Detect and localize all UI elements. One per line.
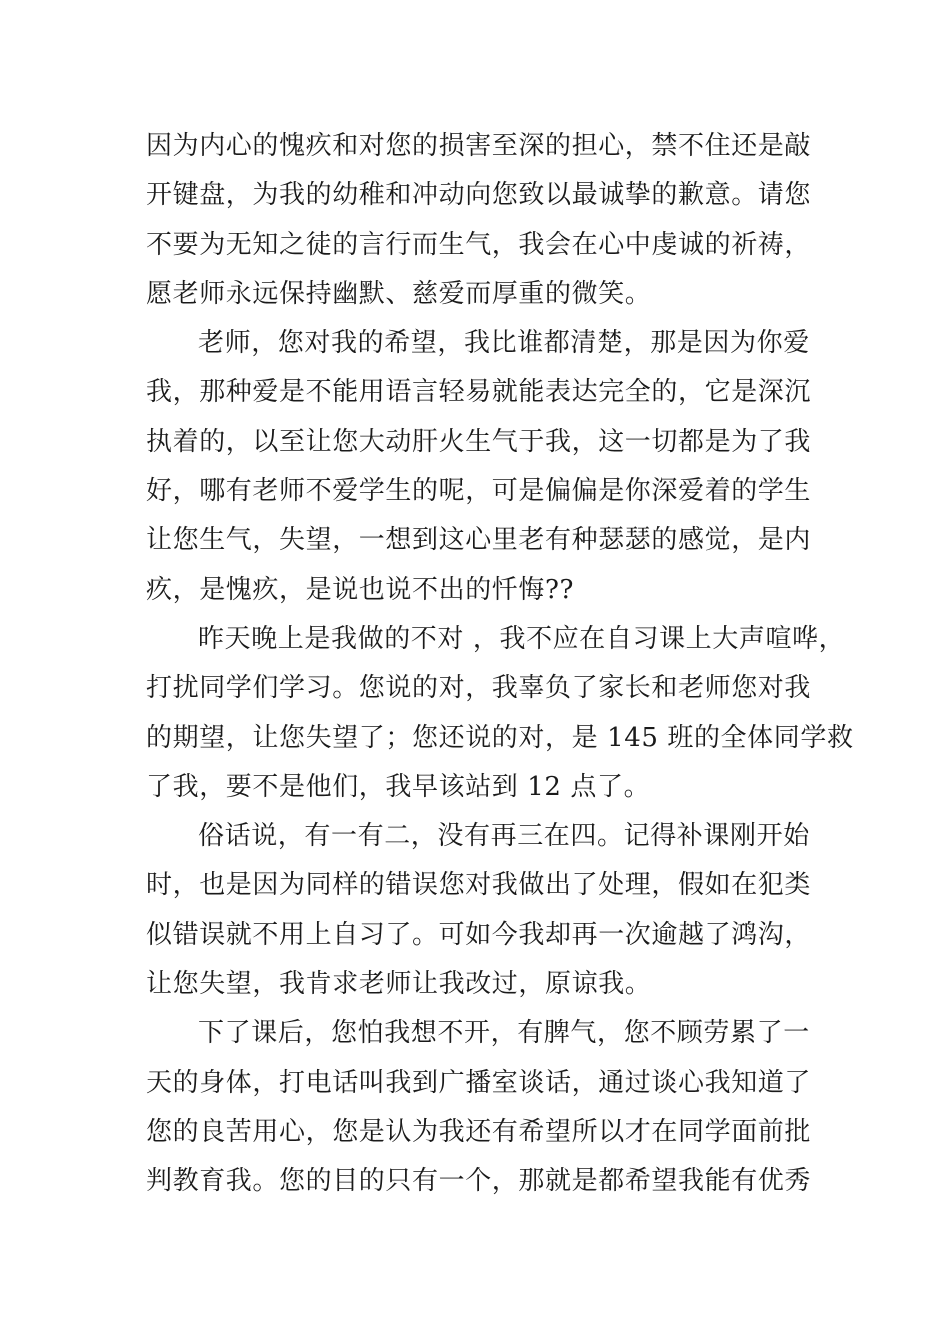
text-line: 不要为无知之徒的言行而生气，我会在心中虔诚的祈祷， [146, 229, 812, 260]
text-line: 开键盘，为我的幼稚和冲动向您致以最诚挚的歉意。请您 [146, 180, 812, 211]
text-line: 因为内心的愧疚和对您的损害至深的担心，禁不住还是敲 [146, 131, 812, 161]
text-line: 疚，是愧疚，是说也说不出的忏悔?? [146, 574, 575, 605]
text-line: 的期望，让您失望了；您还说的对，是 145 班的全体同学救 [146, 722, 854, 753]
paragraph-first-line: 老师，您对我的希望，我比谁都清楚，那是因为你爱 [198, 328, 810, 359]
text-line: 好，哪有老师不爱学生的呢，可是偏偏是你深爱着的学生 [146, 476, 812, 507]
text-line: 我，那种爱是不能用语言轻易就能表达完全的，它是深沉 [146, 377, 812, 408]
text-line: 执着的，以至让您大动肝火生气于我，这一切都是为了我 [146, 426, 812, 457]
paragraph-first-line: 下了课后，您怕我想不开，有脾气，您不顾劳累了一 [198, 1018, 810, 1049]
text-line: 打扰同学们学习。您说的对，我辜负了家长和老师您对我 [146, 673, 812, 704]
text-line: 判教育我。您的目的只有一个，那就是都希望我能有优秀 [146, 1166, 812, 1197]
text-line: 似错误就不用上自习了。可如今我却再一次逾越了鸿沟， [146, 919, 812, 950]
paragraph-first-line: 俗话说，有一有二，没有再三在四。记得补课刚开始 [198, 821, 810, 852]
text-line: 了我，要不是他们，我早该站到 12 点了。 [146, 771, 651, 802]
text-line: 愿老师永远保持幽默、慈爱而厚重的微笑。 [146, 278, 652, 309]
text-line: 您的良苦用心，您是认为我还有希望所以才在同学面前批 [146, 1116, 812, 1147]
text-line: 天的身体，打电话叫我到广播室谈话，通过谈心我知道了 [146, 1067, 812, 1098]
body-text [146, 122, 854, 1207]
text-line: 让您失望，我肯求老师让我改过，原谅我。 [146, 969, 652, 1000]
paragraph-first-line: 昨天晚上是我做的不对 ，我不应在自习课上大声喧哗， [198, 623, 846, 654]
text-line: 时，也是因为同样的错误您对我做出了处理，假如在犯类 [146, 870, 812, 901]
text-line: 让您生气，失望，一想到这心里老有种瑟瑟的感觉，是内 [146, 525, 812, 556]
